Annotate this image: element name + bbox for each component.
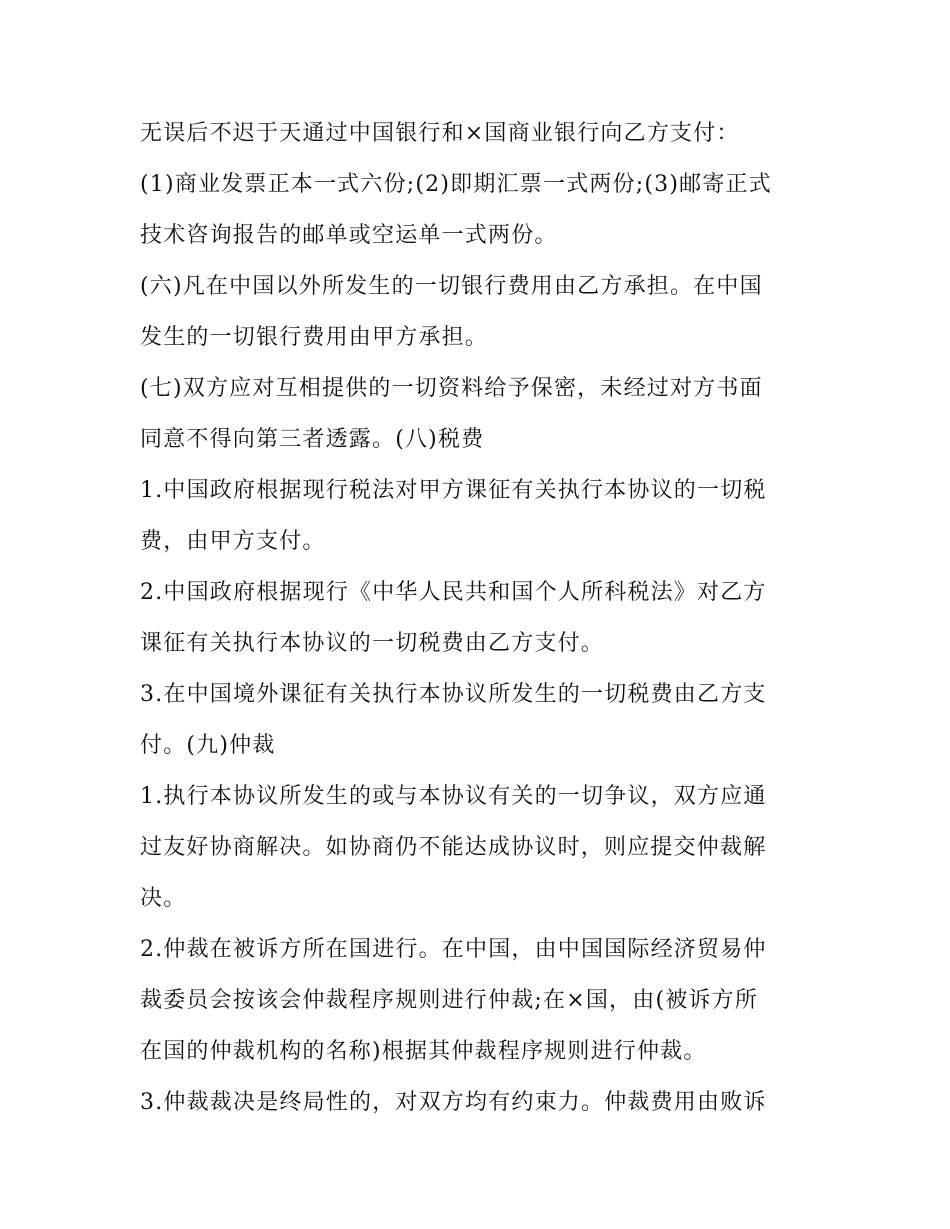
text-line: (1)商业发票正本一式六份;(2)即期汇票一式两份;(3)邮寄正式 — [140, 172, 772, 197]
text-line: 裁委员会按该会仲裁程序规则进行仲裁;在×国，由(被诉方所 — [140, 988, 759, 1013]
text-line: 决。 — [140, 886, 187, 911]
text-line: 2.中国政府根据现行《中华人民共和国个人所科税法》对乙方 — [140, 580, 767, 605]
text-line: 3.仲裁裁决是终局性的，对双方均有约束力。仲裁费用由败诉 — [140, 1090, 767, 1115]
text-line: (六)凡在中国以外所发生的一切银行费用由乙方承担。在中国 — [140, 274, 763, 299]
text-line: 发生的一切银行费用由甲方承担。 — [140, 325, 489, 350]
text-line: 1.中国政府根据现行税法对甲方课征有关执行本协议的一切税 — [140, 478, 767, 503]
text-line: 3.在中国境外课征有关执行本协议所发生的一切税费由乙方支 — [140, 682, 767, 707]
text-line: 同意不得向第三者透露。(八)税费 — [140, 427, 485, 452]
text-line: 1.执行本协议所发生的或与本协议有关的一切争议，双方应通 — [140, 784, 767, 809]
text-line: (七)双方应对互相提供的一切资料给予保密，未经过对方书面 — [140, 376, 763, 401]
document-body — [140, 108, 820, 1128]
text-line: 付。(九)仲裁 — [140, 733, 276, 758]
text-line: 过友好协商解决。如协商仍不能达成协议时，则应提交仲裁解 — [140, 835, 767, 860]
text-line: 2.仲裁在被诉方所在国进行。在中国，由中国国际经济贸易仲 — [140, 937, 767, 962]
text-line: 在国的仲裁机构的名称)根据其仲裁程序规则进行仲裁。 — [140, 1039, 707, 1064]
text-line: 费，由甲方支付。 — [140, 529, 326, 554]
text-line: 无误后不迟于天通过中国银行和×国商业银行向乙方支付： — [140, 121, 740, 146]
text-line: 课征有关执行本协议的一切税费由乙方支付。 — [140, 631, 605, 656]
text-line: 技术咨询报告的邮单或空运单一式两份。 — [140, 223, 558, 248]
